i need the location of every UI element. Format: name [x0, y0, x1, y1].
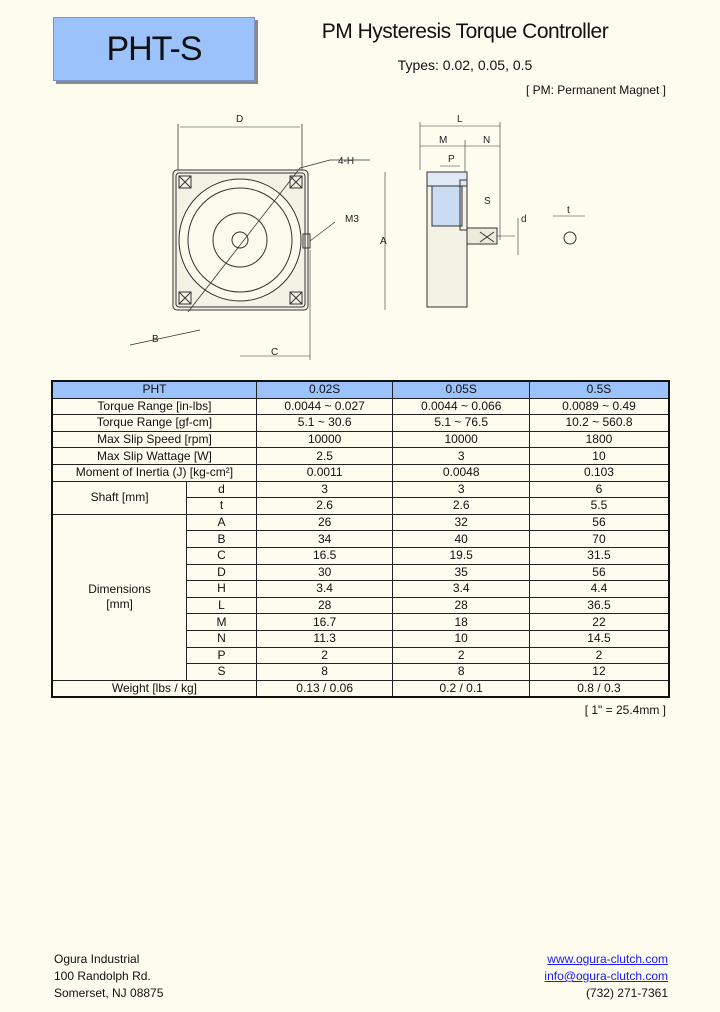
- city-address: Somerset, NJ 08875: [54, 986, 164, 1000]
- value-cell: 0.0048: [393, 464, 530, 481]
- row-label: Moment of Inertia (J) [kg-cm²]: [52, 464, 256, 481]
- label-C: C: [271, 347, 279, 358]
- header-cell: 0.5S: [529, 381, 669, 398]
- value-cell: 30: [256, 564, 393, 581]
- value-cell: 2: [529, 647, 669, 664]
- row-label: Max Slip Speed [rpm]: [52, 431, 256, 448]
- value-cell: 5.1 ~ 76.5: [393, 415, 530, 432]
- value-cell: 10.2 ~ 560.8: [529, 415, 669, 432]
- pm-note: [ PM: Permanent Magnet ]: [525, 83, 666, 97]
- row-label: Torque Range [in-lbs]: [52, 398, 256, 415]
- table-row: [52, 448, 669, 465]
- model-badge: PHT-S: [53, 17, 255, 81]
- value-cell: 28: [256, 597, 393, 614]
- value-cell: 0.0044 ~ 0.027: [256, 398, 393, 415]
- value-cell: 5.1 ~ 30.6: [256, 415, 393, 432]
- value-cell: 2.5: [256, 448, 393, 465]
- value-cell: 0.0011: [256, 464, 393, 481]
- label-N: N: [483, 135, 491, 146]
- dimensions-unit: [mm]: [106, 597, 133, 612]
- label-M3: M3: [345, 214, 359, 225]
- value-cell: 19.5: [393, 547, 530, 564]
- sub-label: L: [187, 597, 257, 614]
- value-cell: 31.5: [529, 547, 669, 564]
- value-cell: 10: [393, 630, 530, 647]
- label-P: P: [448, 154, 455, 165]
- sub-label: A: [187, 514, 257, 531]
- table-header-row: [52, 381, 669, 398]
- value-cell: 12: [529, 664, 669, 681]
- value-cell: 1800: [529, 431, 669, 448]
- value-cell: 4.4: [529, 581, 669, 598]
- shaft-group-label: [52, 481, 187, 514]
- value-cell: 34: [256, 531, 393, 548]
- email-link[interactable]: info@ogura-clutch.com: [544, 969, 668, 983]
- value-cell: 26: [256, 514, 393, 531]
- row-label: Torque Range [gf-cm]: [52, 415, 256, 432]
- sub-label: D: [187, 564, 257, 581]
- row-label: Weight [lbs / kg]: [52, 680, 256, 697]
- dimensions-label: Dimensions: [88, 582, 151, 597]
- spec-table: [51, 380, 670, 698]
- value-cell: 2: [256, 647, 393, 664]
- table-row: [52, 481, 669, 498]
- table-row: [52, 431, 669, 448]
- value-cell: 6: [529, 481, 669, 498]
- value-cell: 10: [529, 448, 669, 465]
- label-B: B: [152, 334, 159, 345]
- value-cell: 2.6: [393, 498, 530, 515]
- value-cell: 0.0044 ~ 0.066: [393, 398, 530, 415]
- sub-label: H: [187, 581, 257, 598]
- value-cell: 11.3: [256, 630, 393, 647]
- value-cell: 0.8 / 0.3: [529, 680, 669, 697]
- value-cell: 3: [393, 481, 530, 498]
- header-cell: 0.02S: [256, 381, 393, 398]
- value-cell: 5.5: [529, 498, 669, 515]
- value-cell: 2: [393, 647, 530, 664]
- sub-label: B: [187, 531, 257, 548]
- value-cell: 36.5: [529, 597, 669, 614]
- value-cell: 0.103: [529, 464, 669, 481]
- value-cell: 16.5: [256, 547, 393, 564]
- label-d: d: [521, 214, 527, 225]
- sub-label: S: [187, 664, 257, 681]
- header-cell: PHT: [52, 381, 256, 398]
- value-cell: 14.5: [529, 630, 669, 647]
- sub-label: t: [187, 498, 257, 515]
- label-A: A: [380, 236, 387, 247]
- value-cell: 56: [529, 514, 669, 531]
- value-cell: 0.2 / 0.1: [393, 680, 530, 697]
- value-cell: 10000: [256, 431, 393, 448]
- label-S: S: [484, 196, 491, 207]
- phone-number: (732) 271-7361: [585, 986, 668, 1000]
- shaft-label: Shaft [mm]: [90, 490, 149, 505]
- company-name: Ogura Industrial: [54, 952, 140, 966]
- contact-info: [544, 951, 668, 1002]
- sub-label: C: [187, 547, 257, 564]
- sub-label: d: [187, 481, 257, 498]
- value-cell: 8: [256, 664, 393, 681]
- value-cell: 8: [393, 664, 530, 681]
- company-address: [54, 951, 163, 1002]
- value-cell: 2.6: [256, 498, 393, 515]
- label-D: D: [236, 114, 244, 125]
- value-cell: 35: [393, 564, 530, 581]
- website-link[interactable]: www.ogura-clutch.com: [547, 952, 668, 966]
- table-row: [52, 514, 669, 531]
- value-cell: 28: [393, 597, 530, 614]
- table-row: [52, 398, 669, 415]
- value-cell: 3.4: [256, 581, 393, 598]
- value-cell: 18: [393, 614, 530, 631]
- label-t: t: [567, 205, 570, 216]
- value-cell: 0.13 / 0.06: [256, 680, 393, 697]
- value-cell: 3: [393, 448, 530, 465]
- sub-label: P: [187, 647, 257, 664]
- value-cell: 10000: [393, 431, 530, 448]
- value-cell: 56: [529, 564, 669, 581]
- value-cell: 16.7: [256, 614, 393, 631]
- header-cell: 0.05S: [393, 381, 530, 398]
- value-cell: 70: [529, 531, 669, 548]
- value-cell: 3.4: [393, 581, 530, 598]
- value-cell: 22: [529, 614, 669, 631]
- value-cell: 32: [393, 514, 530, 531]
- value-cell: 40: [393, 531, 530, 548]
- label-L: L: [457, 114, 463, 125]
- unit-note: [ 1" = 25.4mm ]: [584, 703, 666, 717]
- value-cell: 3: [256, 481, 393, 498]
- sub-label: N: [187, 630, 257, 647]
- dimensions-group-label: [52, 514, 187, 680]
- value-cell: 0.0089 ~ 0.49: [529, 398, 669, 415]
- sub-label: M: [187, 614, 257, 631]
- table-row: [52, 680, 669, 697]
- row-label: Max Slip Wattage [W]: [52, 448, 256, 465]
- technical-drawing: [0, 100, 720, 370]
- label-4H: 4-H: [338, 156, 355, 167]
- street-address: 100 Randolph Rd.: [54, 969, 151, 983]
- page-title: PM Hysteresis Torque Controller: [321, 20, 609, 43]
- table-row: [52, 415, 669, 432]
- types-subtitle: Types: 0.02, 0.05, 0.5: [397, 57, 533, 73]
- side-view: [420, 122, 585, 307]
- label-M: M: [439, 135, 448, 146]
- table-row: [52, 464, 669, 481]
